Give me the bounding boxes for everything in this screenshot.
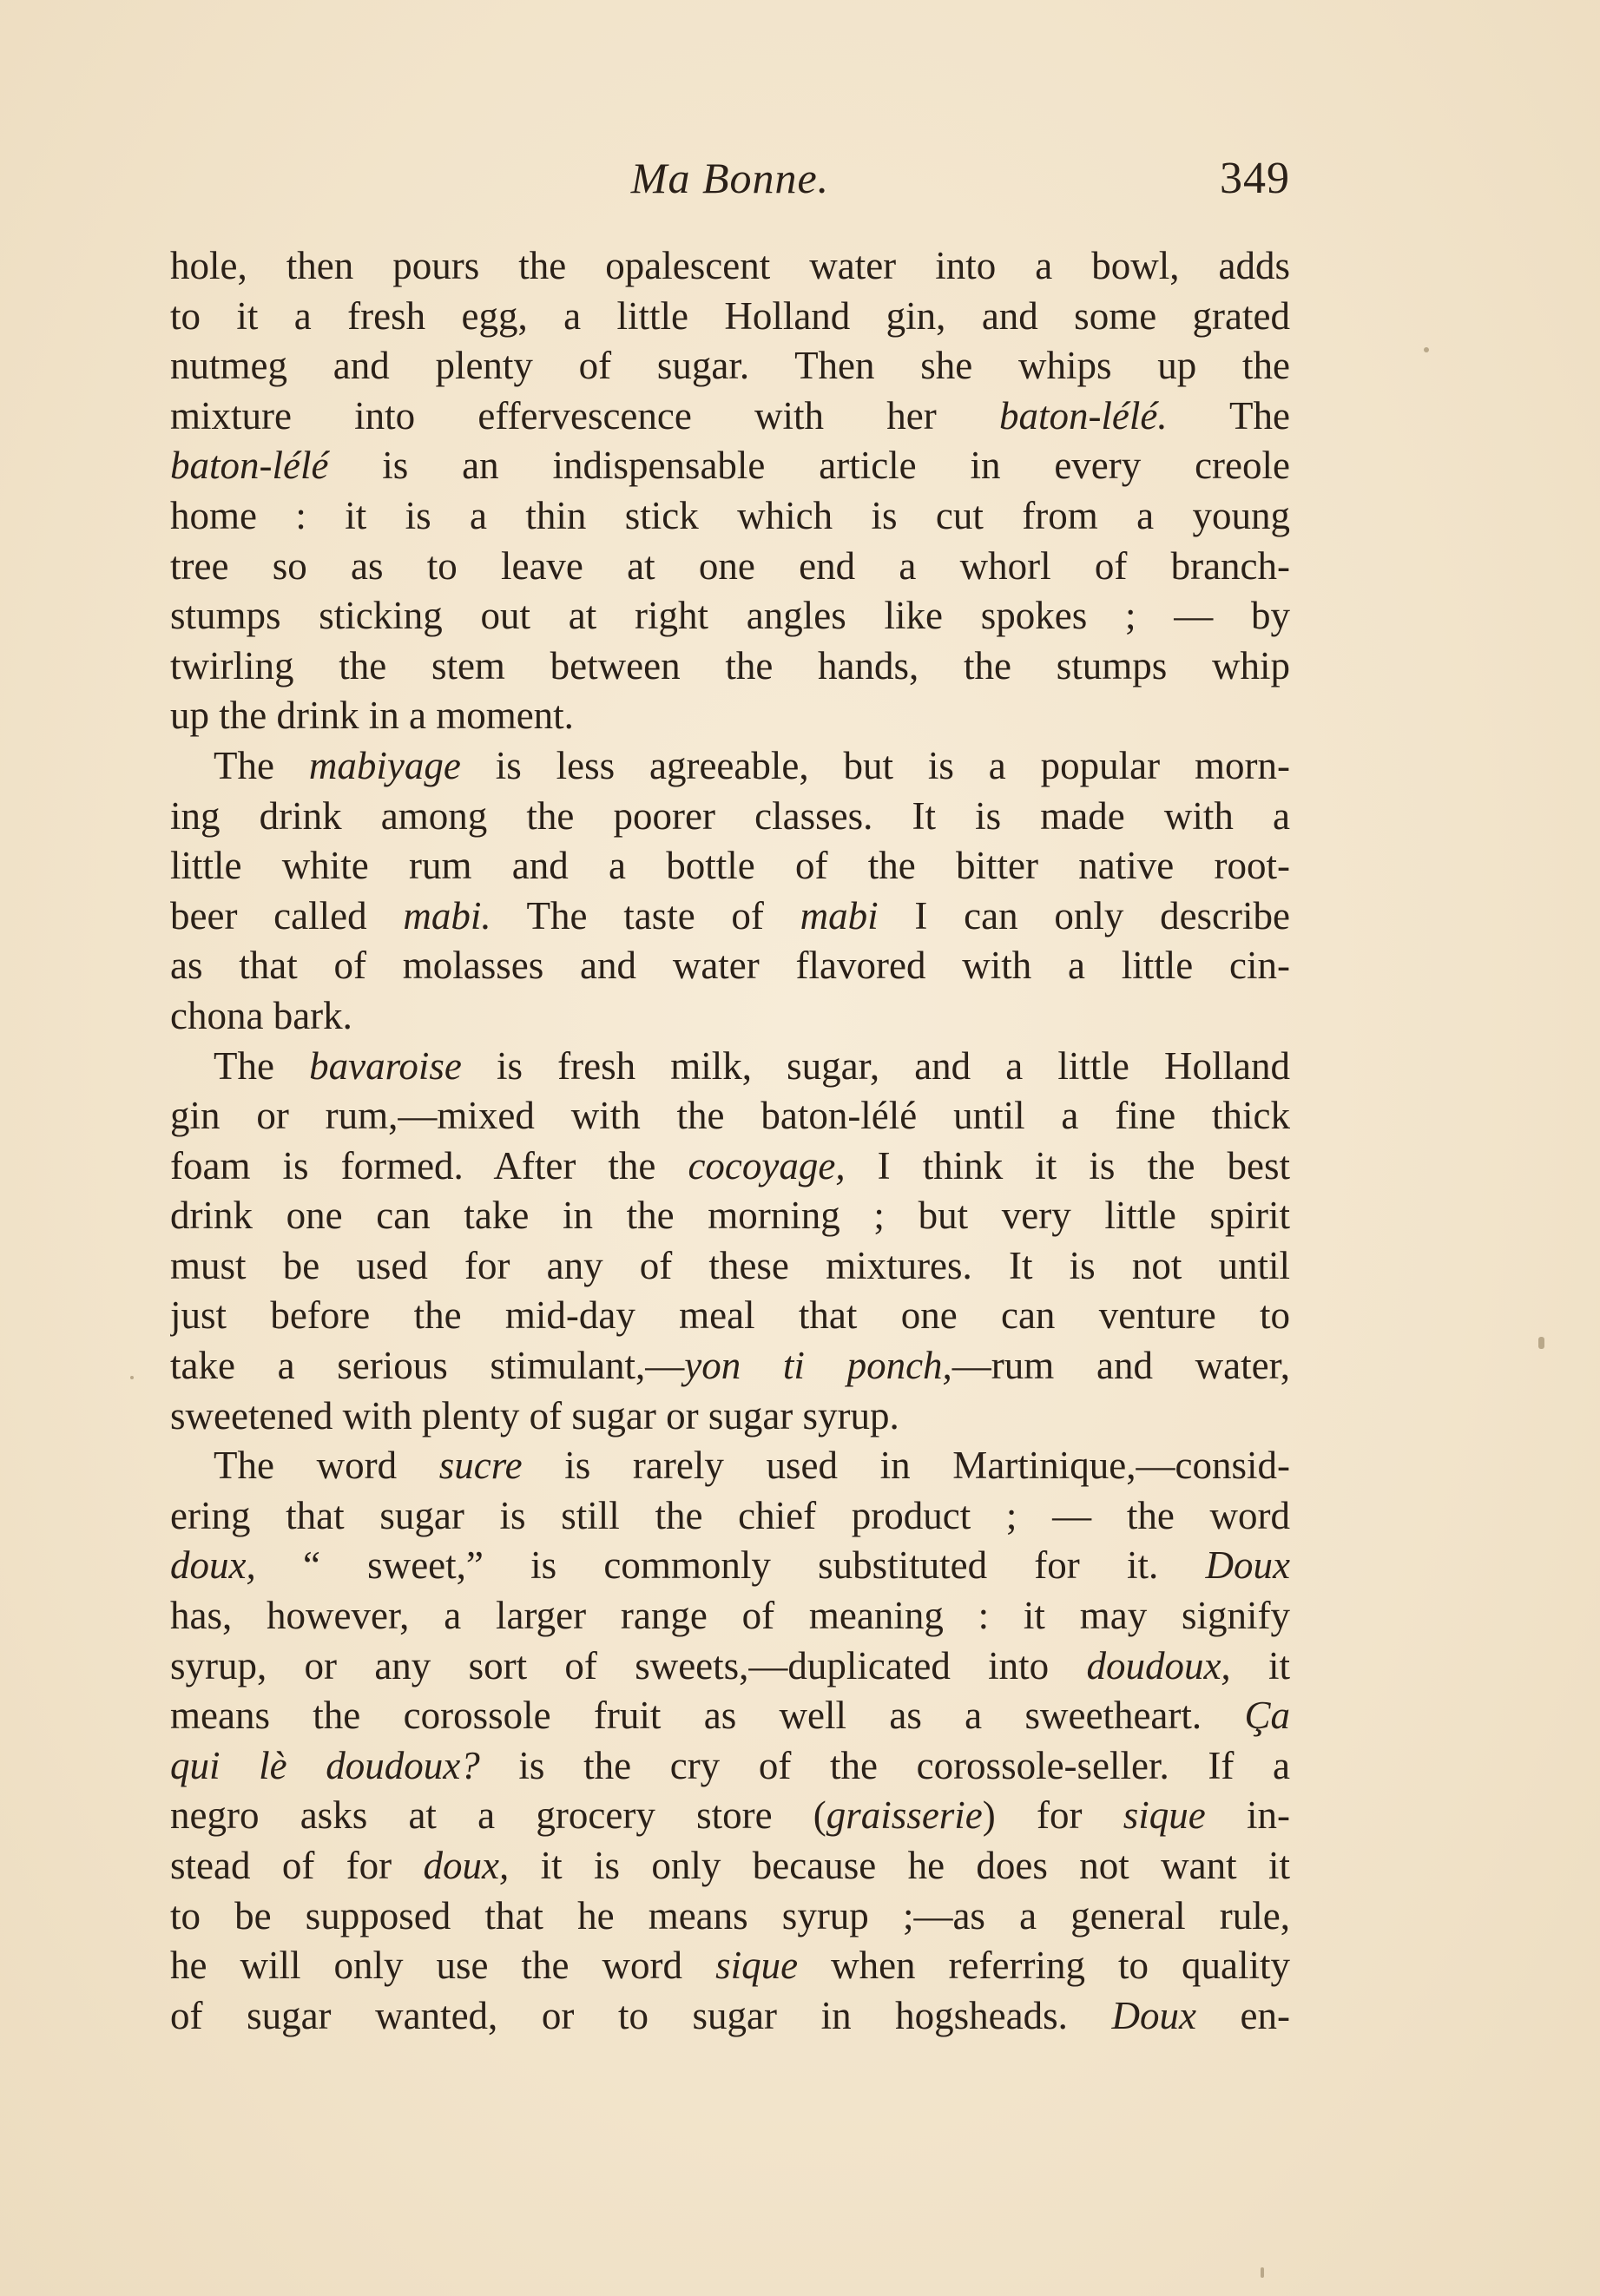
text-run: sweetened with plenty of sugar or sugar syrup. (170, 1393, 899, 1437)
text-line (170, 1391, 1290, 1442)
text-run: mixture into effervescence with her (170, 393, 999, 437)
page-number: 349 (1220, 154, 1290, 203)
text-line (170, 1341, 1290, 1391)
text-line (170, 991, 1290, 1042)
italic-term: mabiyage (308, 743, 461, 787)
text-run: gin or rum,—mixed with the baton-lélé until a fine thick (170, 1094, 1290, 1138)
text-run: as that of molasses and water flavored with a little cin- (170, 944, 1290, 988)
text-run: The word (214, 1444, 439, 1488)
text-line (170, 1042, 1290, 1092)
text-line (170, 1741, 1290, 1792)
text-run: drink one can take in the morning ; but very little spirit (170, 1194, 1290, 1238)
text-run: is the cry of the corossole-seller. If a (479, 1743, 1290, 1787)
text-line (170, 792, 1290, 842)
text-line (170, 341, 1290, 391)
text-line (170, 1191, 1290, 1241)
text-run: in- (1205, 1793, 1290, 1838)
text-run: nutmeg and plenty of sugar. Then she whips up the (170, 344, 1290, 388)
text-line (170, 1141, 1290, 1192)
text-line (170, 741, 1290, 792)
text-run: just before the mid-day meal that one can venture to (170, 1293, 1290, 1338)
italic-term: doux, (170, 1543, 256, 1588)
text-line (170, 491, 1290, 542)
italic-term: graisserie (826, 1793, 983, 1838)
text-line (170, 641, 1290, 692)
italic-term: sique (1123, 1793, 1206, 1838)
italic-term: doudoux, (1086, 1643, 1231, 1687)
text-run: I can only describe (878, 893, 1290, 937)
text-line (170, 1241, 1290, 1292)
italic-term: Ça (1244, 1694, 1290, 1738)
italic-term: mabi (800, 893, 879, 937)
text-run: The taste of (491, 893, 800, 937)
text-run: to it a fresh egg, a little Holland gin, and some grated (170, 293, 1290, 338)
text-line (170, 1641, 1290, 1692)
text-line (170, 1291, 1290, 1341)
italic-term: baton-lélé. (998, 393, 1168, 437)
text-run: take a serious stimulant,— (170, 1344, 685, 1388)
text-line (170, 441, 1290, 491)
text-run: means the corossole fruit as well as a sweetheart. (170, 1694, 1245, 1738)
text-line (170, 1891, 1290, 1942)
text-run: —rum and water, (951, 1344, 1290, 1388)
text-run: he will only use the word (170, 1944, 716, 1988)
text-line (170, 1441, 1290, 1491)
paper-speck (1261, 2267, 1264, 2278)
text-run: twirling the stem between the hands, the stumps whip (170, 643, 1290, 687)
text-line (170, 1491, 1290, 1542)
italic-term: baton-lélé (170, 444, 329, 488)
text-run: to be supposed that he means syrup ;—as a general rule, (170, 1893, 1290, 1937)
italic-term: cocoyage, (688, 1143, 846, 1187)
text-run: hole, then pours the opalescent water into a bowl, adds (170, 244, 1290, 287)
text-line (170, 591, 1290, 641)
text-run: is an indispensable article in every creole (328, 444, 1290, 488)
italic-term: qui lè doudoux? (170, 1743, 480, 1787)
text-line (170, 292, 1290, 342)
text-run: little white rum and a bottle of the bitter native root- (170, 844, 1290, 888)
italic-term: mabi. (403, 893, 491, 937)
text-line (170, 1941, 1290, 1991)
text-line (170, 691, 1290, 741)
text-run: The (214, 1043, 310, 1088)
text-run: negro asks at a grocery store ( (170, 1793, 826, 1838)
text-run: “ sweet,” is commonly substituted for it. (255, 1543, 1206, 1588)
text-line (170, 1541, 1290, 1591)
text-run: it (1230, 1643, 1290, 1687)
text-run: chona bark. (170, 993, 352, 1037)
italic-term: yon ti ponch, (684, 1344, 952, 1388)
running-head (170, 146, 1290, 215)
text-line (170, 391, 1290, 442)
text-line (170, 1991, 1290, 2042)
text-run: tree so as to leave at one end a whorl of branch- (170, 543, 1290, 588)
text-line (170, 1841, 1290, 1891)
italic-term: doux, (423, 1844, 510, 1887)
text-run: it is only because he does not want it (509, 1844, 1290, 1887)
paper-speck (130, 1376, 134, 1379)
text-run: stumps sticking out at right angles like spokes ; — by (170, 594, 1290, 638)
text-run: en- (1195, 1993, 1290, 2037)
text-run: home : it is a thin stick which is cut from a young (170, 493, 1290, 537)
text-run: beer called (170, 893, 404, 937)
text-line (170, 542, 1290, 592)
italic-term: sique (715, 1944, 799, 1988)
text-run: when referring to quality (798, 1944, 1290, 1988)
body-text (170, 241, 1290, 2041)
text-run: The (214, 743, 309, 787)
text-line (170, 1591, 1290, 1641)
text-line (170, 941, 1290, 991)
italic-term: Doux (1205, 1543, 1290, 1588)
text-run: is fresh milk, sugar, and a little Holland (461, 1043, 1290, 1088)
text-run: syrup, or any sort of sweets,—duplicated into (170, 1643, 1087, 1687)
text-run: up the drink in a moment. (170, 694, 574, 738)
text-run: is less agreeable, but is a popular morn- (460, 743, 1290, 787)
italic-term: Doux (1111, 1993, 1196, 2037)
text-line (170, 241, 1290, 292)
paper-speck (1538, 1337, 1544, 1349)
text-run: ering that sugar is still the chief product ; — the word (170, 1493, 1290, 1537)
text-run: ing drink among the poorer classes. It is made with a (170, 793, 1290, 838)
text-run: has, however, a larger range of meaning : it may signify (170, 1594, 1290, 1638)
text-line (170, 891, 1290, 942)
italic-term: sucre (438, 1444, 523, 1488)
text-run: stead of for (170, 1844, 424, 1887)
text-run: foam is formed. After the (170, 1143, 688, 1187)
text-run: I think it is the best (845, 1143, 1290, 1187)
text-line (170, 1091, 1290, 1141)
text-run: The (1167, 393, 1290, 437)
text-run: must be used for any of these mixtures. It is not until (170, 1243, 1290, 1287)
running-title: Ma Bonne. (630, 154, 830, 202)
text-run: of sugar wanted, or to sugar in hogsheads. (170, 1993, 1112, 2037)
italic-term: bavaroise (309, 1043, 462, 1088)
text-line (170, 841, 1290, 891)
text-run: is rarely used in Martinique,—consid- (522, 1444, 1290, 1488)
paper-speck (1424, 347, 1429, 352)
text-line (170, 1691, 1290, 1741)
text-run: ) for (982, 1793, 1123, 1838)
text-line (170, 1791, 1290, 1841)
